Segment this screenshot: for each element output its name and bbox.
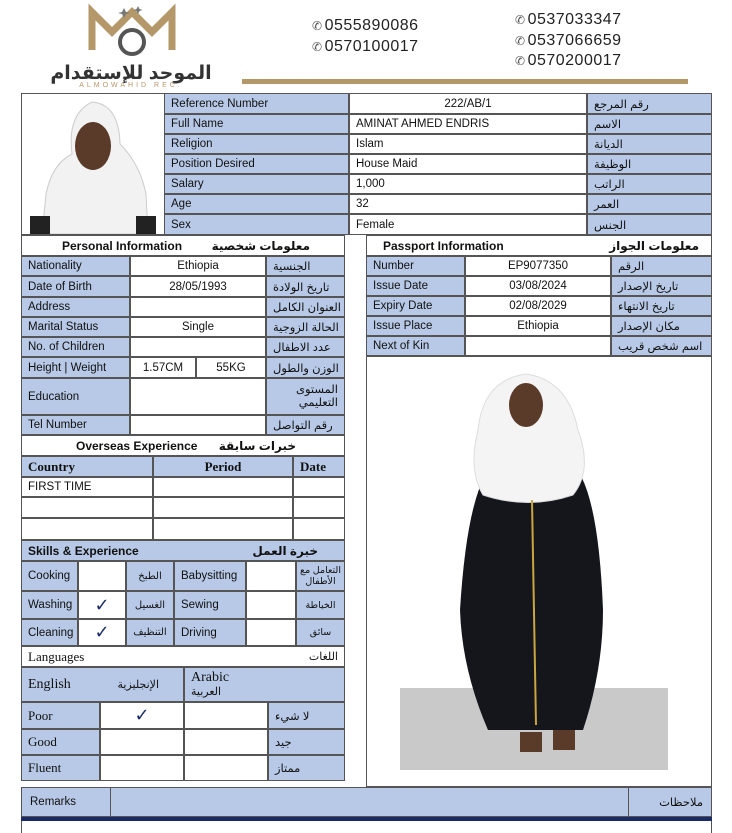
overseas-period-0 bbox=[153, 477, 293, 497]
passport-ar-4: اسم شخص قريب bbox=[611, 336, 712, 356]
logo-latin: ALMOWAHID REC. bbox=[79, 82, 183, 89]
lang-arabic-2 bbox=[184, 755, 268, 781]
personal-value-3: Single bbox=[130, 317, 266, 337]
phone-left-1: ✆ 0555890086 bbox=[312, 17, 419, 34]
skill2-ar-2: سائق bbox=[296, 619, 345, 646]
passport-ar-0: الرقم bbox=[611, 256, 712, 276]
height-weight-label: Height | Weight bbox=[21, 357, 130, 378]
personal-ar-2: العنوان الكامل bbox=[266, 297, 345, 317]
skill2-check-0 bbox=[246, 561, 296, 591]
tel-label: Tel Number bbox=[21, 415, 130, 435]
phone-icon: ✆ bbox=[515, 13, 526, 27]
phone-icon: ✆ bbox=[312, 19, 323, 33]
phone-right-1: ✆ 0537033347 bbox=[515, 11, 622, 28]
overseas-period-1 bbox=[153, 497, 293, 518]
lang-arabic-header: Arabic العربية bbox=[184, 667, 345, 702]
personal-label-0: Nationality bbox=[21, 256, 130, 276]
skill2-ar-0: التعامل مع الأطفال bbox=[296, 561, 345, 591]
lang-arabic-1 bbox=[184, 729, 268, 755]
passport-value-0: EP9077350 bbox=[465, 256, 611, 276]
passport-value-4 bbox=[465, 336, 611, 356]
passport-label-4: Next of Kin bbox=[366, 336, 465, 356]
weight-value: 55KG bbox=[196, 357, 266, 378]
overseas-date-1 bbox=[293, 497, 345, 518]
education-value bbox=[130, 378, 266, 415]
top-value-3: House Maid bbox=[349, 154, 587, 174]
logo-emblem-icon bbox=[40, 2, 222, 64]
phone-right-2: ✆ 0537066659 bbox=[515, 32, 622, 49]
skill-ar-0: الطبخ bbox=[126, 561, 174, 591]
top-value-0: 222/AB/1 bbox=[349, 93, 587, 114]
overseas-period-2 bbox=[153, 518, 293, 540]
top-ar-6: الجنس bbox=[587, 214, 712, 235]
lang-english-1 bbox=[100, 729, 184, 755]
overseas-header: Overseas Experience خبرات سابقة bbox=[21, 435, 345, 456]
education-ar: المستوى التعليمي bbox=[266, 378, 345, 415]
personal-value-0: Ethiopia bbox=[130, 256, 266, 276]
passport-value-2: 02/08/2029 bbox=[465, 296, 611, 316]
height-value: 1.57CM bbox=[130, 357, 196, 378]
height-weight-ar: الوزن والطول bbox=[266, 357, 345, 378]
overseas-col-country: Country bbox=[21, 456, 153, 477]
top-ar-2: الديانة bbox=[587, 134, 712, 154]
skill2-ar-1: الخياطة bbox=[296, 591, 345, 619]
logo bbox=[40, 2, 222, 90]
passport-ar-2: تاريخ الانتهاء bbox=[611, 296, 712, 316]
lang-level-0: Poor bbox=[21, 702, 100, 729]
remarks-divider-right bbox=[628, 787, 629, 817]
remarks-row: Remarks ملاحظات bbox=[21, 787, 712, 817]
tel-ar: رقم التواصل bbox=[266, 415, 345, 435]
skill2-label-2: Driving bbox=[174, 619, 246, 646]
footer-box bbox=[21, 821, 712, 833]
personal-label-1: Date of Birth bbox=[21, 276, 130, 297]
skill-label-2: Cleaning bbox=[21, 619, 78, 646]
skill-label-0: Cooking bbox=[21, 561, 78, 591]
passport-ar-3: مكان الإصدار bbox=[611, 316, 712, 336]
phone-icon: ✆ bbox=[515, 34, 526, 48]
skills-header: Skills & Experience خبرة العمل bbox=[21, 540, 345, 561]
personal-ar-0: الجنسية bbox=[266, 256, 345, 276]
overseas-col-period: Period bbox=[153, 456, 293, 477]
languages-header: Languages اللغات bbox=[21, 646, 345, 667]
skill-check-2: ✓ bbox=[78, 619, 126, 646]
passport-label-2: Expiry Date bbox=[366, 296, 465, 316]
passport-label-0: Number bbox=[366, 256, 465, 276]
top-value-1: AMINAT AHMED ENDRIS bbox=[349, 114, 587, 134]
header-divider bbox=[242, 79, 688, 84]
skill2-check-2 bbox=[246, 619, 296, 646]
overseas-col-date: Date bbox=[293, 456, 345, 477]
passport-label-3: Issue Place bbox=[366, 316, 465, 336]
top-value-5: 32 bbox=[349, 194, 587, 214]
skill-check-0 bbox=[78, 561, 126, 591]
personal-value-4 bbox=[130, 337, 266, 357]
overseas-country-2 bbox=[21, 518, 153, 540]
personal-value-2 bbox=[130, 297, 266, 317]
passport-label-1: Issue Date bbox=[366, 276, 465, 296]
top-ar-4: الراتب bbox=[587, 174, 712, 194]
personal-ar-1: تاريخ الولادة bbox=[266, 276, 345, 297]
lang-level-2: Fluent bbox=[21, 755, 100, 781]
skill-ar-2: التنظيف bbox=[126, 619, 174, 646]
personal-label-2: Address bbox=[21, 297, 130, 317]
phone-icon: ✆ bbox=[515, 54, 526, 68]
skill-ar-1: الغسيل bbox=[126, 591, 174, 619]
top-label-4: Salary bbox=[164, 174, 349, 194]
skill2-label-1: Sewing bbox=[174, 591, 246, 619]
top-ar-3: الوظيفة bbox=[587, 154, 712, 174]
top-ar-0: رقم المرجع bbox=[587, 93, 712, 114]
top-label-1: Full Name bbox=[164, 114, 349, 134]
overseas-country-0: FIRST TIME bbox=[21, 477, 153, 497]
passport-value-3: Ethiopia bbox=[465, 316, 611, 336]
full-body-photo bbox=[398, 370, 670, 770]
top-value-4: 1,000 bbox=[349, 174, 587, 194]
top-label-5: Age bbox=[164, 194, 349, 214]
lang-level-ar-1: جيد bbox=[268, 729, 345, 755]
personal-ar-3: الحالة الزوجية bbox=[266, 317, 345, 337]
lang-arabic-0 bbox=[184, 702, 268, 729]
personal-value-1: 28/05/1993 bbox=[130, 276, 266, 297]
top-label-0: Reference Number bbox=[164, 93, 349, 114]
personal-ar-4: عدد الاطفال bbox=[266, 337, 345, 357]
top-ar-1: الاسم bbox=[587, 114, 712, 134]
logo-arabic: الموحد للإستقدام bbox=[50, 63, 212, 84]
lang-level-ar-0: لا شيء bbox=[268, 702, 345, 729]
education-label: Education bbox=[21, 378, 130, 415]
full-body-photo-icon bbox=[398, 370, 670, 770]
skill-check-1: ✓ bbox=[78, 591, 126, 619]
skill2-label-0: Babysitting bbox=[174, 561, 246, 591]
profile-photo-icon bbox=[22, 94, 163, 234]
personal-label-3: Marital Status bbox=[21, 317, 130, 337]
remarks-divider-left bbox=[110, 787, 111, 817]
top-value-2: Islam bbox=[349, 134, 587, 154]
overseas-date-0 bbox=[293, 477, 345, 497]
top-label-3: Position Desired bbox=[164, 154, 349, 174]
passport-info-header: Passport Information معلومات الجواز bbox=[366, 235, 712, 256]
top-ar-5: العمر bbox=[587, 194, 712, 214]
phone-right-3: ✆ 0570200017 bbox=[515, 52, 622, 69]
passport-ar-1: تاريخ الإصدار bbox=[611, 276, 712, 296]
skill2-check-1 bbox=[246, 591, 296, 619]
personal-info-header: Personal Information معلومات شخصية bbox=[21, 235, 345, 256]
lang-english-header: English الإنجليزية bbox=[21, 667, 184, 702]
overseas-country-1 bbox=[21, 497, 153, 518]
top-label-6: Sex bbox=[164, 214, 349, 235]
lang-level-ar-2: ممتاز bbox=[268, 755, 345, 781]
skill-label-1: Washing bbox=[21, 591, 78, 619]
overseas-date-2 bbox=[293, 518, 345, 540]
top-label-2: Religion bbox=[164, 134, 349, 154]
top-value-6: Female bbox=[349, 214, 587, 235]
phone-icon: ✆ bbox=[312, 40, 323, 54]
phone-left-2: ✆ 0570100017 bbox=[312, 38, 419, 55]
lang-level-1: Good bbox=[21, 729, 100, 755]
lang-english-0: ✓ bbox=[100, 702, 184, 729]
lang-english-2 bbox=[100, 755, 184, 781]
profile-photo bbox=[22, 94, 163, 234]
tel-value bbox=[130, 415, 266, 435]
personal-label-4: No. of Children bbox=[21, 337, 130, 357]
passport-value-1: 03/08/2024 bbox=[465, 276, 611, 296]
